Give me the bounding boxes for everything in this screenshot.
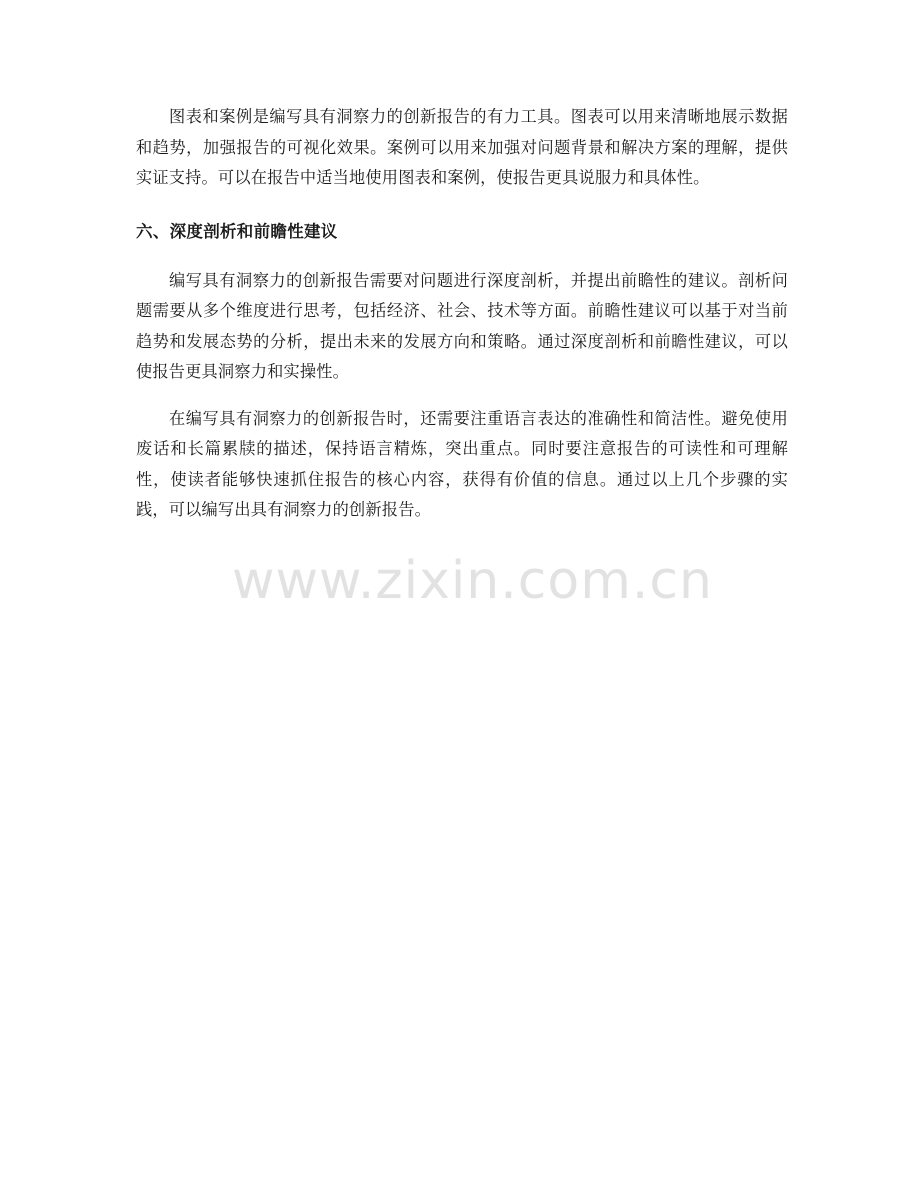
paragraph: 在编写具有洞察力的创新报告时，还需要注重语言表达的准确性和简洁性。避免使用废话和长篇累牍的描述，保持语言精炼，突出重点。同时要注意报告的可读性和可理解性，使读者能够快速抓住报告的核心内容，获得有价值的信息。通过以上几个步骤的实践，可以编写出具有洞察力的创新报告。 (136, 408, 788, 519)
document-page (136, 102, 788, 526)
watermark: www.zixin.com.cn (232, 551, 713, 611)
paragraph: 编写具有洞察力的创新报告需要对问题进行深度剖析，并提出前瞻性的建议。剖析问题需要从多个维度进行思考，包括经济、社会、技术等方面。前瞻性建议可以基于对当前趋势和发展态势的分析，提出未来的发展方向和策略。通过深度剖析和前瞻性建议，可以使报告更具洞察力和实操性。 (136, 270, 788, 381)
paragraph: 图表和案例是编写具有洞察力的创新报告的有力工具。图表可以用来清晰地展示数据和趋势，加强报告的可视化效果。案例可以用来加强对问题背景和解决方案的理解，提供实证支持。可以在报告中适当地使用图表和案例，使报告更具说服力和具体性。 (136, 107, 788, 187)
section-heading: 六、深度剖析和前瞻性建议 (136, 221, 338, 241)
